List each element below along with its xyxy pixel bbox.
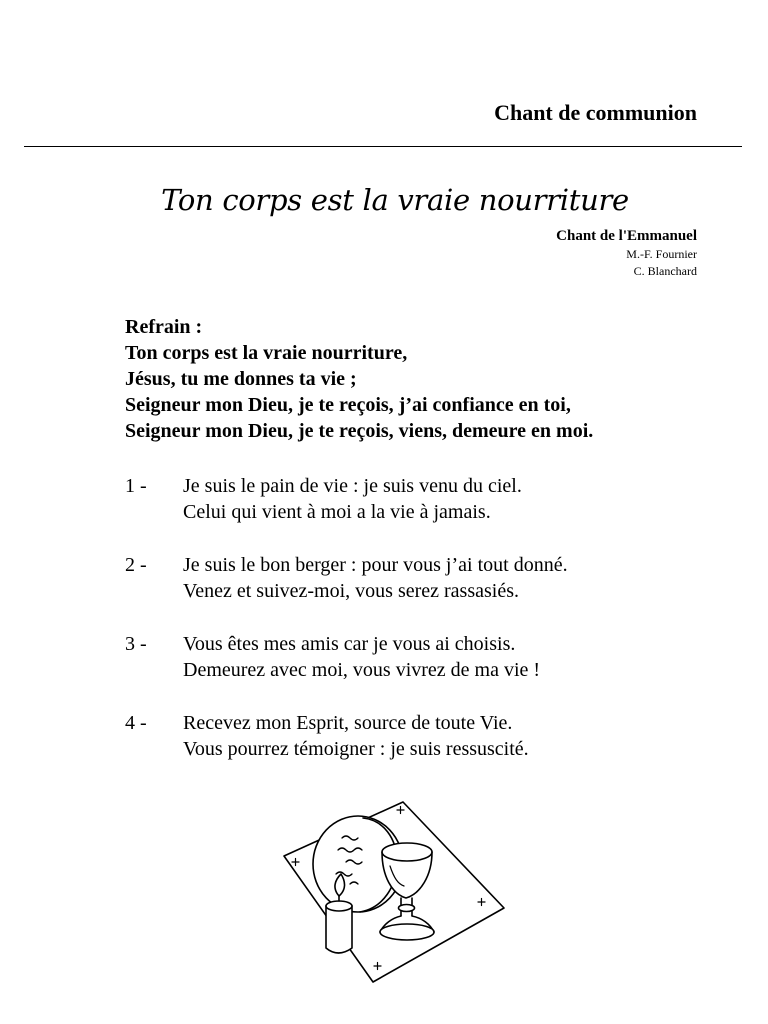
verse-lines: [183, 552, 568, 604]
verse-number: 2 -: [125, 554, 147, 576]
verse: [125, 631, 568, 683]
verse-line: Demeurez avec moi, vous vivrez de ma vie !: [183, 659, 541, 681]
eucharist-chalice-host-candle-icon: [280, 798, 510, 988]
song-title: Ton corps est la vraie nourriture: [161, 183, 629, 217]
refrain-line: Jésus, tu me donnes ta vie ;: [125, 368, 357, 390]
verse: [125, 552, 568, 604]
verse-line: Recevez mon Esprit, source de toute Vie.: [183, 712, 513, 734]
credit-composer: C. Blanchard: [633, 264, 697, 278]
credit-source: Chant de l'Emmanuel: [556, 228, 697, 244]
verse-lines: [183, 473, 522, 525]
verse-number: 4 -: [125, 712, 147, 734]
verse-lines: [183, 631, 540, 683]
verse-line: Vous êtes mes amis car je vous ai choisis.: [183, 633, 516, 655]
verse-line: Je suis le pain de vie : je suis venu du ciel.: [183, 475, 522, 497]
verse-line: Venez et suivez-moi, vous serez rassasiés.: [183, 580, 519, 602]
header-title: Chant de communion: [494, 100, 697, 125]
refrain-label: Refrain :: [125, 316, 203, 338]
verse: [125, 710, 568, 762]
credit-author: M.-F. Fournier: [626, 247, 697, 261]
verse: [125, 473, 568, 525]
verse-line: Je suis le bon berger : pour vous j’ai tout donné.: [183, 554, 568, 576]
verse-number: 1 -: [125, 475, 147, 497]
refrain-line: Ton corps est la vraie nourriture,: [125, 342, 408, 364]
refrain-line: Seigneur mon Dieu, je te reçois, j’ai confiance en toi,: [125, 394, 571, 416]
header-divider: [24, 146, 742, 147]
verses: [125, 473, 568, 789]
refrain-line: Seigneur mon Dieu, je te reçois, viens, demeure en moi.: [125, 420, 594, 442]
verse-number: 3 -: [125, 633, 147, 655]
verse-line: Vous pourrez témoigner : je suis ressuscité.: [183, 738, 529, 760]
verse-line: Celui qui vient à moi a la vie à jamais.: [183, 501, 491, 523]
refrain: [125, 314, 593, 444]
verse-lines: [183, 710, 529, 762]
credits: [556, 227, 697, 280]
